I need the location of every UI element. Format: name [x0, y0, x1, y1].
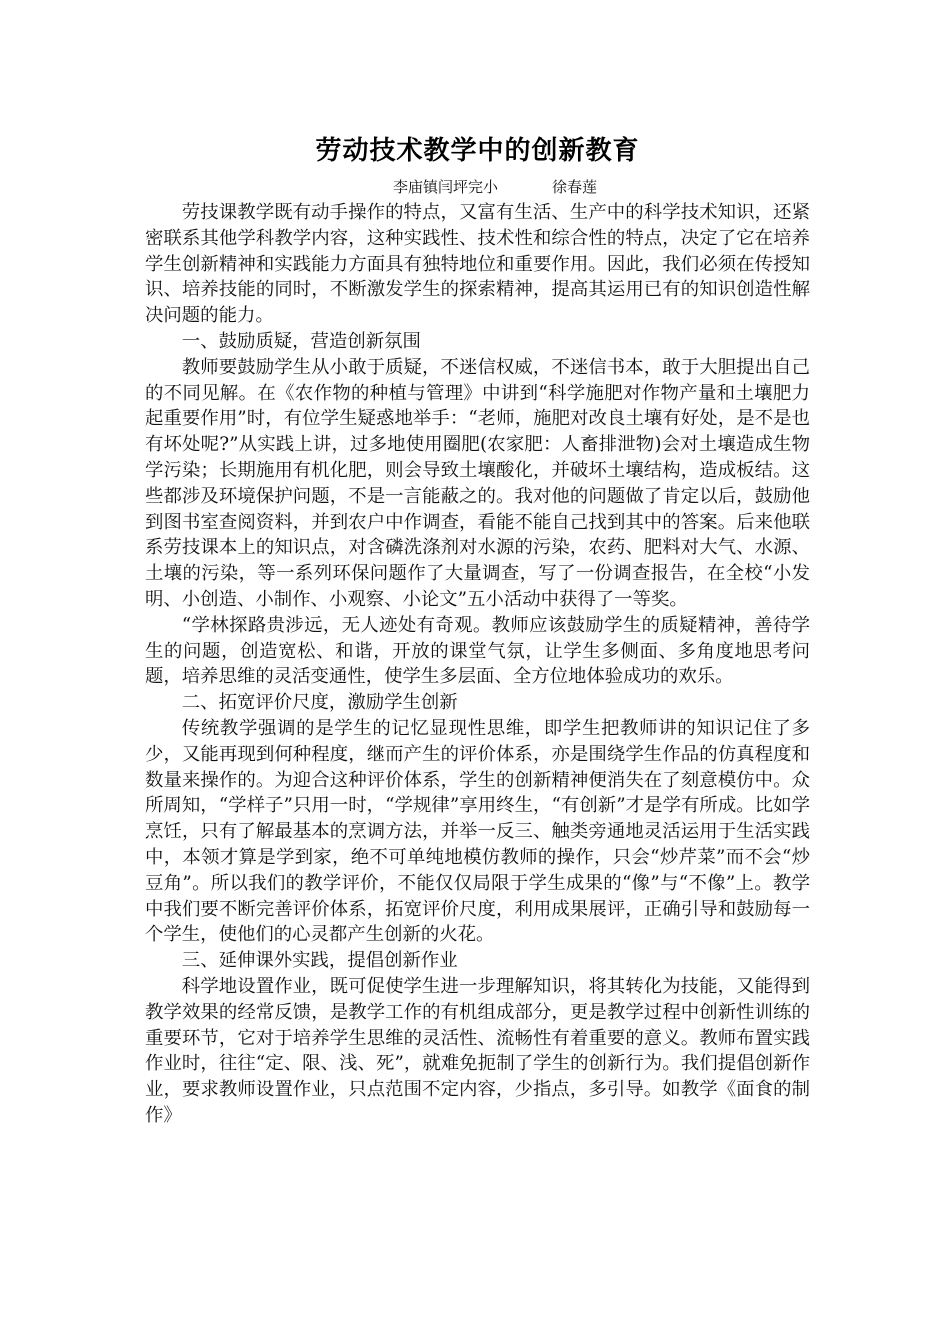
- author-school: 李庙镇闫坪完小: [393, 178, 499, 196]
- author-name: 徐春莲: [552, 178, 598, 196]
- section-heading-2: 二、拓宽评价尺度，激励学生创新: [181, 692, 458, 714]
- paragraph-intro: 劳技课教学既有动手操作的特点，又富有生活、生产中的科学技术知识，还紧密联系其他学科教学内容，这种实践性、技术性和综合性的特点，决定了它在培养学生创新精神和实践能力方面具有独特地位和重要作用。因此，我们必须在传授知识、培养技能的同时，不断激发学生的探索精神，提高其运用已有的知识创造性解决问题的能力。: [145, 202, 810, 327]
- paragraph-section2-body: 传统教学强调的是学生的记忆显现性思维，即学生把教师讲的知识记住了多少，又能再现到何种程度，继而产生的评价体系，亦是围绕学生作品的仿真程度和数量来操作的。为迎合这种评价体系，学生的创新精神便消失在了刻意模仿中。众所周知，“学样子”只用一时，“学规律”享用终生，“有创新”才是学有所成。比如学烹饪，只有了解最基本的烹调方法，并举一反三、触类旁通地灵活运用于生活实践中，本领才算是学到家，绝不可单纯地模仿教师的操作，只会“炒芹菜”而不会“炒豆角”。所以我们的教学评价，不能仅仅局限于学生成果的“像”与“不像”上。教学中我们要不断完善评价体系，拓宽评价尺度，利用成果展评，正确引导和鼓励每一个学生，使他们的心灵都产生创新的火花。: [145, 717, 810, 946]
- document-page: [145, 132, 810, 1129]
- section-heading-1: 一、鼓励质疑，营造创新氛围: [181, 330, 421, 352]
- paragraph-section1-body: 教师要鼓励学生从小敢于质疑，不迷信权威，不迷信书本，敢于大胆提出自己的不同见解。在《农作物的种植与管理》中讲到“科学施肥对作物产量和土壤肥力起重要作用”时，有位学生疑惑地举手：“老师，施肥对改良土壤有好处，是不是也有坏处呢?”从实践上讲，过多地使用圈肥(农家肥：人畜排泄物)会对土壤造成生物学污染；长期施用有机化肥，则会导致土壤酸化，并破坏土壤结构，造成板结。这些都涉及环境保护问题，不是一言能蔽之的。我对他的问题做了肯定以后，鼓励他到图书室查阅资料，并到农户中作调查，看能不能自己找到其中的答案。后来他联系劳技课本上的知识点，对含磷洗涤剂对水源的污染，农药、肥料对大气、水源、土壤的污染，等一系列环保问题作了大量调查，写了一份调查报告，在全校“小发明、小创造、小制作、小观察、小论文”五小活动中获得了一等奖。: [145, 356, 810, 610]
- paragraph-section1-quote: “学林探路贵涉远，无人迹处有奇观。教师应该鼓励学生的质疑精神，善待学生的问题，创造宽松、和谐，开放的课堂气氛，让学生多侧面、多角度地思考问题，培养思维的灵活变通性，使学生多层面、全方位地体验成功的欢乐。: [145, 614, 810, 688]
- byline: [145, 176, 810, 198]
- section-heading-3: 三、延伸课外实践，提倡创新作业: [181, 950, 458, 972]
- paragraph-section3-body: 科学地设置作业，既可促使学生进一步理解知识，将其转化为技能，又能得到教学效果的经常反馈，是教学工作的有机组成部分，更是教学过程中创新性训练的重要环节，它对于培养学生思维的灵活性、流畅性有着重要的意义。教师布置实践作业时，往往“定、限、浅、死”，就难免扼制了学生的创新行为。我们提倡创新作业，要求教师设置作业，只点范围不定内容，少指点，多引导。如教学《面食的制作》: [145, 975, 810, 1126]
- document-title: 劳动技术教学中的创新教育: [315, 136, 640, 166]
